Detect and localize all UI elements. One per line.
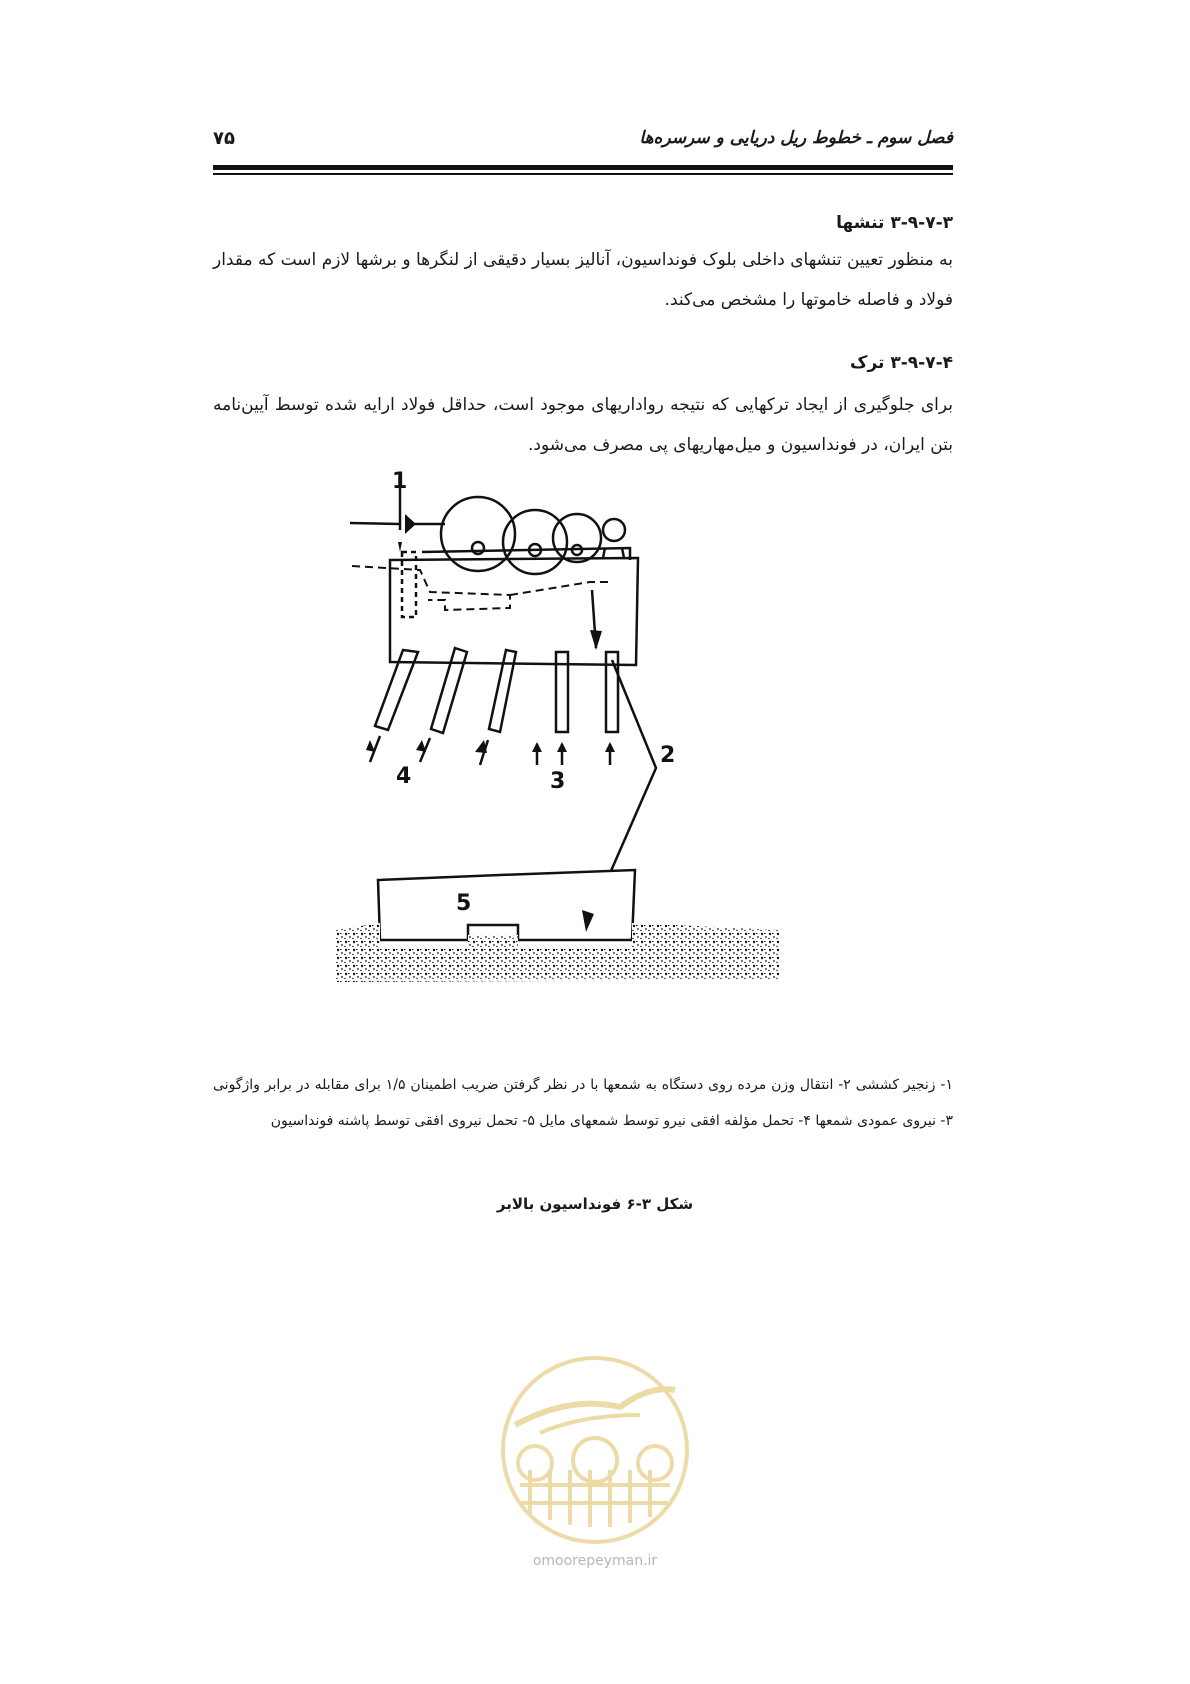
header-rule-thick — [213, 165, 953, 170]
watermark-logo — [490, 1335, 700, 1585]
foundation-block — [390, 558, 638, 665]
page-number: ۷۵ — [213, 128, 235, 149]
section-heading-stresses: ۳-۹-۷-۳ تنشها — [836, 213, 953, 233]
figure-label-2: 2 — [660, 743, 676, 768]
paragraph-crack: برای جلوگیری از ایجاد ترکهایی که نتیجه رواداریهای موجود است، حداقل فولاد ارایه شده توسط آیین‌نامه بتن ایران، در فونداسیون و میل‌مهاریهای پی مصرف می‌شود. — [213, 395, 953, 455]
figure-caption-notes: ۱- زنجیر کششی ۲- انتقال وزن مرده روی دستگاه به شمعها با در نظر گرفتن ضریب اطمینان ۱/۵ برای مقابله در برابر واژگونی ۳- نیروی عمودی شمعها ۴- تحمل مؤلفه افقی نیرو توسط شمعهای مایل ۵- تحمل نیروی افقی توسط پاشنه فونداسیون — [213, 1077, 954, 1129]
header-rule-thin — [213, 173, 953, 175]
figure-label-1: 1 — [392, 469, 408, 494]
page-header — [213, 128, 953, 168]
figure-label-5: 5 — [456, 891, 472, 916]
section-heading-crack: ۳-۹-۷-۴ ترک — [850, 353, 953, 373]
chapter-title: فصل سوم ـ خطوط ریل دریایی و سرسره‌ها — [639, 128, 953, 148]
heel-foundation — [378, 870, 635, 940]
raked-pile-2 — [431, 648, 467, 733]
foundation-figure — [360, 469, 830, 1060]
watermark-url: omoorepeyman.ir — [532, 1553, 658, 1569]
figure-label-4: 4 — [396, 764, 412, 789]
paragraph-stresses: به منظور تعیین تنشهای داخلی بلوک فونداسیون، آنالیز بسیار دقیقی از لنگرها و برشها لازم است که مقدار فولاد و فاصله خاموتها را مشخص می‌کند. — [213, 250, 953, 310]
figure-label-3: 3 — [550, 769, 566, 794]
figure-title: شکل ۳-۶ فونداسیون بالابر — [496, 1195, 694, 1213]
